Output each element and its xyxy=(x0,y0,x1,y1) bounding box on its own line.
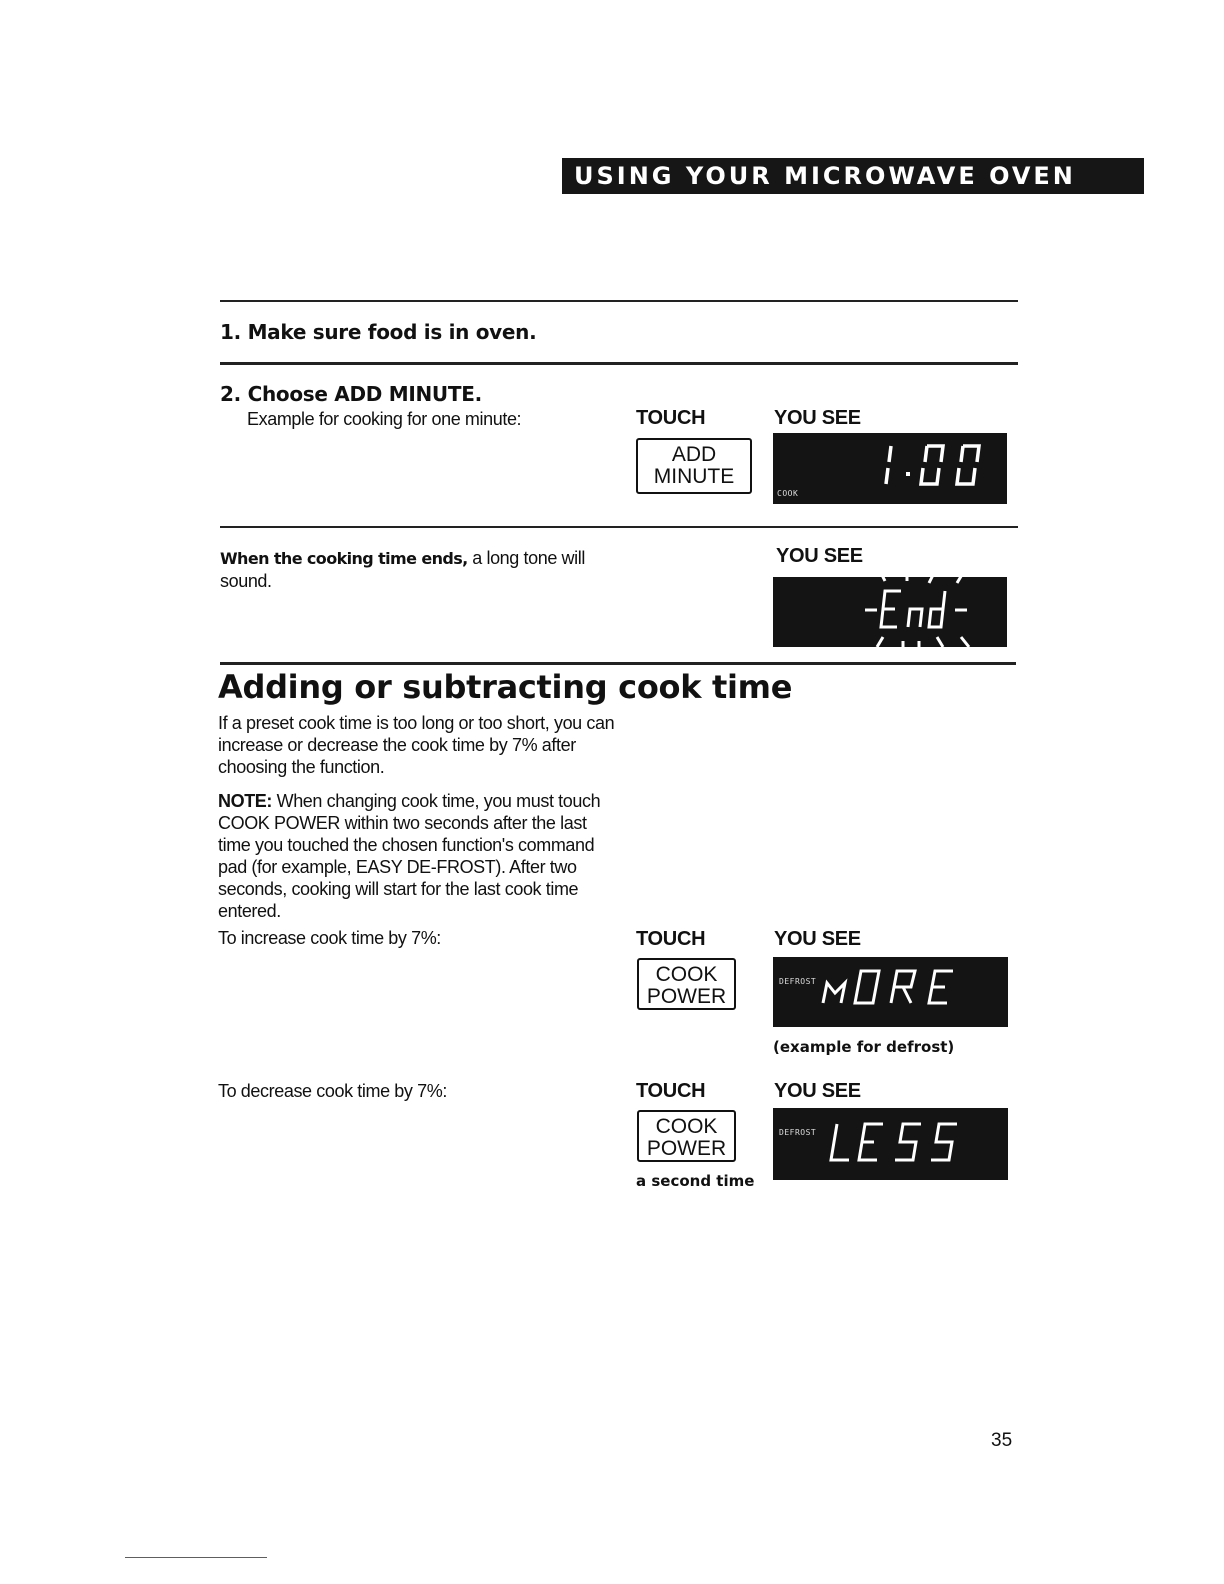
step-2-title: 2. Choose ADD MINUTE. xyxy=(220,382,482,406)
defrost-indicator: DEFROST xyxy=(779,1128,817,1137)
footer-line xyxy=(125,1557,267,1558)
note-text: When changing cook time, you must touch COOK POWER within two seconds after the last time you touched the chosen function's command pad (for example, EASY DE-FROST). After two seconds, cooking will start for the last cook time entered. xyxy=(218,791,601,921)
display-one-minute xyxy=(773,433,1007,504)
end-instruction xyxy=(220,547,610,592)
pad-label-line1: COOK xyxy=(655,963,718,986)
defrost-indicator: DEFROST xyxy=(779,977,817,986)
pad-label-line1: COOK xyxy=(655,1115,718,1138)
end-instruction-rest: a long tone will sound. xyxy=(220,548,585,591)
cook-power-pad-icon xyxy=(637,958,736,1010)
cook-power-pad-icon xyxy=(637,1110,736,1162)
pad-label-line1: ADD xyxy=(671,443,717,466)
seven-segment-readout xyxy=(773,433,1007,504)
add-minute-pad-icon xyxy=(636,438,752,494)
divider xyxy=(220,362,1018,365)
touch-label: TOUCH xyxy=(636,1080,706,1102)
divider xyxy=(220,300,1018,302)
step-2-example: Example for cooking for one minute: xyxy=(247,409,522,429)
note-label: NOTE: xyxy=(218,791,272,811)
cook-indicator: COOK xyxy=(777,489,799,498)
divider xyxy=(220,662,1016,665)
more-readout xyxy=(773,957,1008,1027)
display-less xyxy=(773,1108,1008,1180)
decrease-instruction: To decrease cook time by 7%: xyxy=(218,1081,447,1101)
second-time-caption: a second time xyxy=(636,1172,755,1190)
pad-label-line2: POWER xyxy=(646,985,727,1008)
section-note xyxy=(218,790,620,922)
display-more xyxy=(773,957,1008,1027)
section-intro: If a preset cook time is too long or too short, you can increase or decrease the cook time by 7% after choosing the function. xyxy=(218,713,615,777)
you-see-label: YOU SEE xyxy=(776,545,863,567)
increase-instruction: To increase cook time by 7%: xyxy=(218,928,441,948)
defrost-example-caption: (example for defrost) xyxy=(773,1038,955,1056)
end-instruction-bold: When the cooking time ends, xyxy=(220,549,468,568)
section-heading: Adding or subtracting cook time xyxy=(218,668,793,706)
step-1: 1. Make sure food is in oven. xyxy=(220,320,537,344)
pad-label-line2: MINUTE xyxy=(653,465,735,488)
touch-label: TOUCH xyxy=(636,407,706,429)
display-end xyxy=(773,577,1007,647)
touch-label: TOUCH xyxy=(636,928,706,950)
divider xyxy=(220,526,1018,528)
you-see-label: YOU SEE xyxy=(774,1080,861,1102)
section-banner: USING YOUR MICROWAVE OVEN xyxy=(562,158,1144,194)
you-see-label: YOU SEE xyxy=(774,928,861,950)
less-readout xyxy=(773,1108,1008,1180)
you-see-label: YOU SEE xyxy=(774,407,861,429)
pad-label-line2: POWER xyxy=(646,1137,727,1160)
page-number: 35 xyxy=(991,1430,1013,1451)
end-flashing-readout xyxy=(773,563,1023,653)
